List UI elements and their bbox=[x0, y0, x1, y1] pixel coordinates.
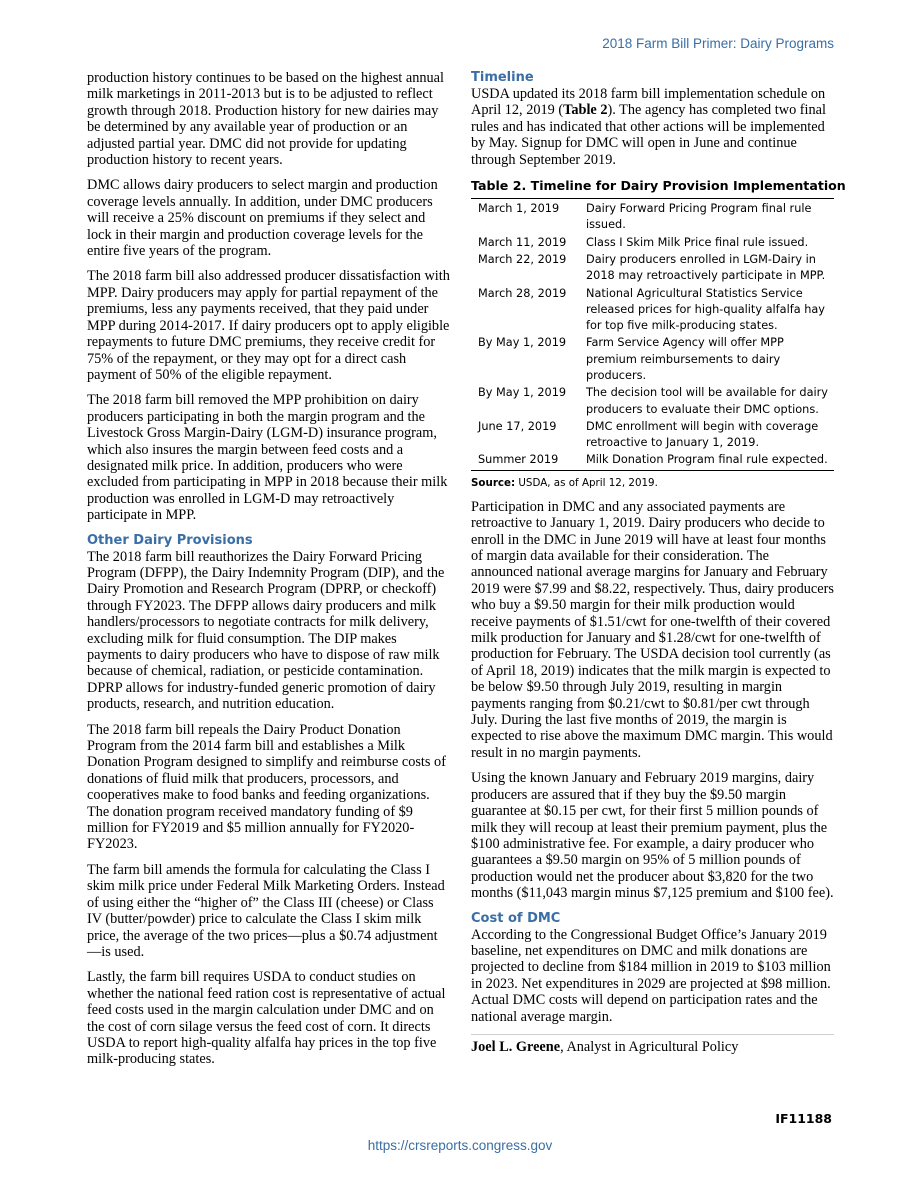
table-cell-date: March 1, 2019 bbox=[478, 202, 560, 216]
paragraph: The 2018 farm bill repeals the Dairy Product Donation Program from the 2014 farm bill and establishes a Milk Donation Program designed to simplify and reimburse costs of donations of fluid milk that producers, processors, and cooperatives make to food banks and feeding organizations. The donation program received mandatory funding of $9 million for FY2019 and $5 million annually for FY2020-FY2023. bbox=[87, 721, 446, 853]
paragraph: The farm bill amends the formula for calculating the Class I skim milk price under Federal Milk Marketing Orders. Instead of using either the “higher of” the Class III (cheese) or Class IV (butter/powder) price to calculate the Class I skim milk price, the average of the two prices—plus a $0.74 adjustment—is used. bbox=[87, 861, 445, 960]
paragraph: The 2018 farm bill reauthorizes the Dairy Forward Pricing Program (DFPP), the Dairy Indemnity Program (DIP), and the Dairy Promotion and Research Program (DPRP, or checkoff) through FY2023. The DFPP allows dairy producers and milk handlers/processors to negotiate contracts for milk delivery, excluding milk for fluid consumption. The DIP makes payments to dairy producers who have to dispose of raw milk because of chemical, radiation, or pesticide contamination. DPRP allows for industry-funded generic promotion of dairy products, research, and nutrition education. bbox=[87, 548, 445, 713]
author-line bbox=[471, 1039, 834, 1055]
table-row bbox=[471, 252, 834, 286]
table-source-note: Source: USDA, as of April 12, 2019. bbox=[471, 476, 658, 489]
right-column bbox=[471, 70, 846, 1064]
footer-url-link[interactable]: https://crsreports.congress.gov bbox=[367, 1138, 553, 1153]
table-row bbox=[471, 419, 834, 453]
table-row bbox=[471, 235, 834, 252]
paragraph: production history continues to be based on the highest annual milk marketings in 2011-2013 but is to be adjusted to reflect growth through 2018. Production history for new dairies may be determined by any available year of production or an adjusted partial year. DMC did not provide for updating production history to recent years. bbox=[87, 70, 444, 169]
author-name: Joel L. Greene bbox=[471, 1038, 561, 1055]
table-row bbox=[471, 385, 834, 419]
table-cell-date: Summer 2019 bbox=[478, 453, 559, 467]
left-column bbox=[87, 70, 450, 1077]
table-cell-event: Milk Donation Program final rule expected. bbox=[586, 453, 828, 467]
paragraph: Participation in DMC and any associated payments are retroactive to January 1, 2019. Dairy producers who decide to enroll in the DMC in June 2019 will have at least four months of margin data available for their consideration. The announced national average margins for January and February 2019 were $7.99 and $8.22, respectively. Thus, dairy producers who buy a $9.50 margin for their milk production would receive payments of $1.51/cwt for one-twelfth of their covered milk production for January and $1.28/cwt for one-twelfth of production for February. The USDA decision tool currently (as of April 18, 2019) indicates that the milk margin is expected to be below $9.50 through July 2019, resulting in margin payments ranging from $0.21/cwt to $0.81/per cwt through July. During the last five months of 2019, the margin is expected to rise above the maximum DMC margin. This would result in no margin payments. bbox=[471, 498, 834, 761]
divider bbox=[471, 1034, 834, 1035]
section-heading-other-dairy-provisions: Other Dairy Provisions bbox=[87, 532, 253, 548]
paragraph: Using the known January and February 2019 margins, dairy producers are assured that if they buy the $9.50 margin guarantee at $0.15 per cwt, for their first 5 million pounds of milk they will recoup at least their premium payment, plus the $100 administrative fee. For example, a dairy producer who guarantees a $9.50 margin on 95% of 5 million pounds of production would net the producer about $3,820 for the two months ($11,043 margin minus $7,125 premium and $100 fee). bbox=[471, 770, 834, 902]
table-cell-date: By May 1, 2019 bbox=[478, 386, 567, 400]
paragraph: DMC allows dairy producers to select margin and production coverage levels annually. In addition, under DMC producers will receive a 25% discount on premiums if they select and lock in their margin and production coverage levels for the entire five years of the program. bbox=[87, 177, 438, 260]
table-cell-date: March 11, 2019 bbox=[478, 235, 567, 249]
table-cell-event: Dairy Forward Pricing Program final rule issued. bbox=[586, 202, 812, 232]
table-cell-event: DMC enrollment will begin with coverage retroactive to January 1, 2019. bbox=[586, 419, 819, 450]
running-header: 2018 Farm Bill Primer: Dairy Programs bbox=[602, 36, 834, 51]
table-cell-date: March 28, 2019 bbox=[478, 286, 567, 300]
paragraph: Lastly, the farm bill requires USDA to conduct studies on whether the national feed ration cost is representative of actual feed costs used in the margin calculation under DMC and on the cost of corn silage versus the feed cost of corn. It directs USDA to report high-quality alfalfa hay prices in the top five milk-producing states. bbox=[87, 969, 446, 1068]
table-cell-date: By May 1, 2019 bbox=[478, 336, 567, 350]
paragraph: The 2018 farm bill also addressed producer dissatisfaction with MPP. Dairy producers may apply for partial repayment of the premiums, less any payments received, that they paid under MPP during 2014-2017. If dairy producers opt to apply eligible repayments to future DMC premiums, they receive credit for 75% of the repayment, or they may opt for a direct cash payment of 50% of the eligible repayment. bbox=[87, 268, 450, 383]
table-cell-event: The decision tool will be available for dairy producers to evaluate their DMC options. bbox=[586, 386, 828, 416]
table-row bbox=[471, 335, 834, 385]
table-row bbox=[471, 199, 834, 235]
report-id: IF11188 bbox=[775, 1111, 832, 1126]
table-cell-event: Class I Skim Milk Price final rule issued. bbox=[586, 235, 809, 249]
author-title: , Analyst in Agricultural Policy bbox=[560, 1038, 739, 1055]
paragraph: According to the Congressional Budget Office’s January 2019 baseline, net expenditures on DMC and milk donations are projected to decline from $184 million in 2019 to $103 million in 2023. Net expenditures in 2029 are projected at $98 million. Actual DMC costs will depend on participation rates and the national average margin. bbox=[471, 926, 831, 1025]
table-cell-date: June 17, 2019 bbox=[478, 419, 557, 433]
timeline-intro: USDA updated its 2018 farm bill implementation schedule on April 12, 2019 (Table 2). The agency has completed two final rules and has indicated that other actions will be implemented by May. Signup for DMC will open in June and continue through September 2019. bbox=[471, 86, 826, 168]
timeline-table bbox=[471, 198, 834, 471]
table-reference-link[interactable]: Table 2 bbox=[563, 102, 608, 119]
table-title: Table 2. Timeline for Dairy Provision Implementation bbox=[471, 178, 846, 194]
table-cell-date: March 22, 2019 bbox=[478, 252, 567, 266]
table-row bbox=[471, 286, 834, 336]
paragraph: The 2018 farm bill removed the MPP prohibition on dairy producers participating in both the margin program and the Livestock Gross Margin-Dairy (LGM-D) insurance program, which also insures the margin between feed costs and a designated milk price. In addition, producers who were excluded from participating in MPP in 2018 because their milk production was enrolled in LGM-D may retroactively participate in MPP. bbox=[87, 392, 448, 524]
section-heading-cost-of-dmc: Cost of DMC bbox=[471, 910, 561, 926]
section-heading-timeline: Timeline bbox=[471, 70, 534, 85]
table-row bbox=[471, 452, 834, 470]
table-cell-event: National Agricultural Statistics Service released prices for high-quality alfalfa hay for top five milk-producing states. bbox=[586, 286, 825, 333]
table-cell-event: Dairy producers enrolled in LGM-Dairy in 2018 may retroactively participate in MPP. bbox=[586, 252, 826, 283]
table-cell-event: Farm Service Agency will offer MPP premium reimbursements to dairy producers. bbox=[586, 336, 784, 382]
